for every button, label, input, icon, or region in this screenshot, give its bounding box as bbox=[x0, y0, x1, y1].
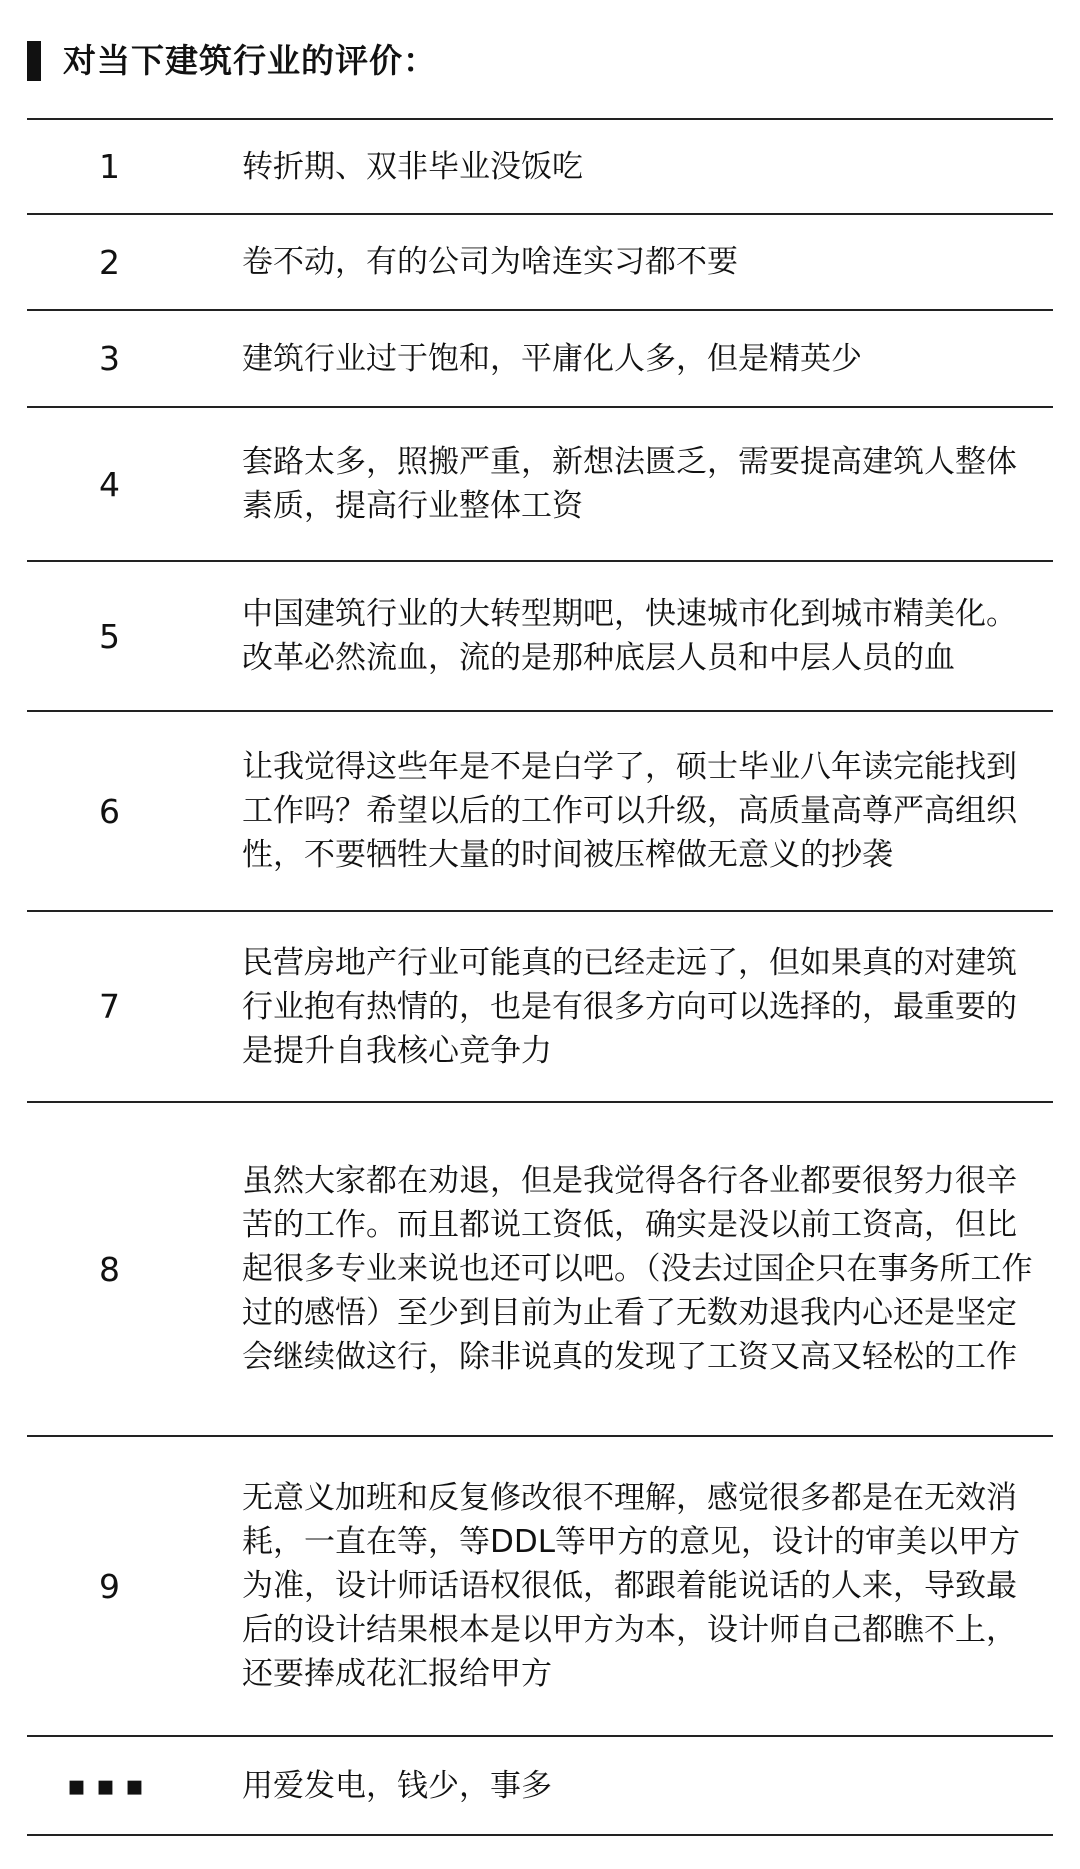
row-number: 7 bbox=[99, 987, 120, 1026]
row-text: 中国建筑行业的大转型期吧，快速城市化到城市精美化。改革必然流血，流的是那种底层人员和中层人员的血 bbox=[242, 596, 1017, 676]
header-bullet-bar bbox=[27, 41, 41, 81]
row-number: 1 bbox=[99, 147, 120, 186]
row-text: 让我觉得这些年是不是白学了，硕士毕业八年读完能找到工作吗？希望以后的工作可以升级，高质量高尊严高组织性，不要牺牲大量的时间被压榨做无意义的抄袭 bbox=[242, 749, 1017, 873]
section-header bbox=[27, 38, 437, 84]
row-text: 转折期、双非毕业没饭吃 bbox=[242, 148, 583, 185]
row-text: 民营房地产行业可能真的已经走远了，但如果真的对建筑行业抱有热情的，也是有很多方向可以选择的，最重要的是提升自我核心竞争力 bbox=[242, 944, 1017, 1069]
row-number: 2 bbox=[99, 242, 120, 282]
row-number: 8 bbox=[99, 1249, 120, 1289]
table-row bbox=[27, 311, 1053, 408]
row-text: 用爱发电，钱少，事多 bbox=[242, 1767, 552, 1804]
table-row bbox=[27, 712, 1053, 912]
table-row bbox=[27, 408, 1053, 562]
row-text: 虽然大家都在劝退，但是我觉得各行各业都要很努力很辛苦的工作。而且都说工资低，确实是没以前工资高，但比起很多专业来说也还可以吧。（没去过国企只在事务所工作过的感悟）至少到目前为止看了无数劝退我内心还是坚定会继续做这行，除非说真的发现了工资又高又轻松的工作 bbox=[242, 1163, 1033, 1375]
row-number-ellipsis: ▪▪▪ bbox=[67, 1769, 154, 1802]
table-row bbox=[27, 562, 1053, 712]
table-row bbox=[27, 1737, 1053, 1836]
table-row bbox=[27, 912, 1053, 1103]
table-row bbox=[27, 215, 1053, 311]
row-number: 9 bbox=[99, 1566, 120, 1606]
row-number: 3 bbox=[99, 339, 120, 378]
row-text: 无意义加班和反复修改很不理解，感觉很多都是在无效消耗，一直在等，等DDL等甲方的意见，设计的审美以甲方为准，设计师话语权很低，都跟着能说话的人来，导致最后的设计结果根本是以甲方为本，设计师自己都瞧不上，还要捧成花汇报给甲方 bbox=[242, 1480, 1021, 1692]
row-text: 卷不动，有的公司为啥连实习都不要 bbox=[242, 244, 738, 280]
table-row bbox=[27, 1437, 1053, 1737]
row-number: 4 bbox=[99, 464, 120, 504]
section-title: 对当下建筑行业的评价： bbox=[63, 41, 437, 80]
table-row bbox=[27, 1103, 1053, 1437]
evaluation-table bbox=[27, 118, 1053, 1836]
row-text: 建筑行业过于饱和，平庸化人多，但是精英少 bbox=[242, 340, 862, 377]
table-row bbox=[27, 120, 1053, 215]
row-text: 套路太多，照搬严重，新想法匮乏，需要提高建筑人整体素质，提高行业整体工资 bbox=[242, 444, 1017, 524]
row-number: 6 bbox=[99, 791, 120, 831]
row-number: 5 bbox=[99, 616, 120, 656]
